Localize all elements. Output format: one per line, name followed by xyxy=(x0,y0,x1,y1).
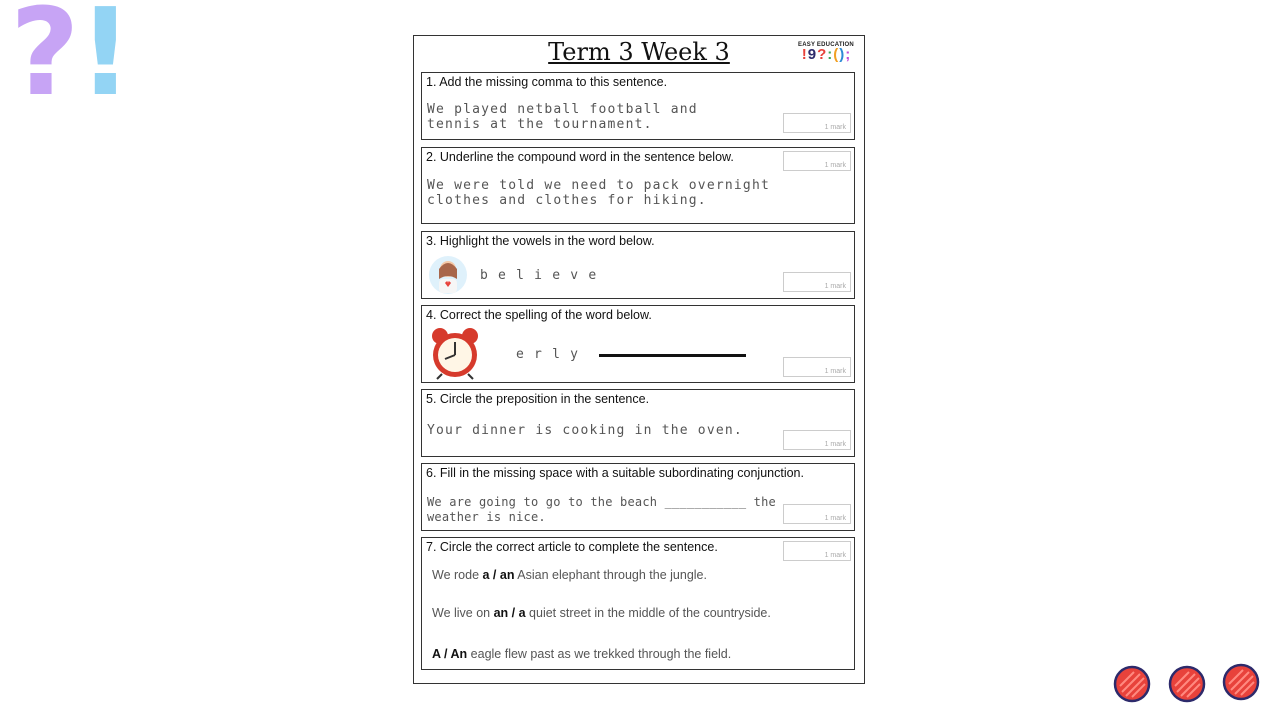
worksheet-title: Term 3 Week 3 xyxy=(548,38,730,66)
question-sentence: We were told we need to pack overnight clothes and clothes for hiking. xyxy=(427,178,771,208)
question-4 xyxy=(421,305,855,383)
question-1 xyxy=(421,72,855,140)
article-text: We rode xyxy=(432,568,483,582)
logo-glyph: ( xyxy=(833,46,839,63)
mark-label: 1 mark xyxy=(824,441,846,448)
article-choice[interactable]: a / an xyxy=(482,568,515,582)
article-text: Asian elephant through the jungle. xyxy=(514,568,707,582)
scribble-circle-icon[interactable] xyxy=(1220,662,1262,702)
logo-glyph: ) xyxy=(839,46,845,63)
answer-line[interactable] xyxy=(599,354,746,357)
question-5 xyxy=(421,389,855,457)
mark-label: 1 mark xyxy=(824,162,846,169)
logo-glyphs xyxy=(798,48,854,62)
logo-glyph: 9 xyxy=(807,46,817,63)
question-prompt: 1. Add the missing comma to this sentence. xyxy=(426,75,668,89)
question-6 xyxy=(421,463,855,531)
question-sentence: We played netball football and tennis at the tournament. xyxy=(427,102,698,132)
mark-label: 1 mark xyxy=(824,124,846,131)
logo-glyph: : xyxy=(827,46,833,63)
question-prompt: 2. Underline the compound word in the sentence below. xyxy=(426,150,734,164)
scribble-circle-icon[interactable] xyxy=(1112,664,1152,704)
mark-box[interactable] xyxy=(783,504,851,524)
mark-box[interactable] xyxy=(783,430,851,450)
question-mark-decoration: ? xyxy=(10,0,80,123)
question-sentence: Your dinner is cooking in the oven. xyxy=(427,423,743,438)
article-text: We live on xyxy=(432,606,494,620)
worksheet xyxy=(413,35,865,684)
question-sentence: We are going to go to the beach ___________ the weather is nice. xyxy=(427,495,776,524)
question-word: b e l i e v e xyxy=(480,268,598,283)
mark-box[interactable] xyxy=(783,272,851,292)
article-choice[interactable]: A / An xyxy=(432,647,468,661)
logo-glyph: ; xyxy=(845,46,851,63)
article-sentence-3 xyxy=(432,647,731,661)
question-prompt: 6. Fill in the missing space with a suitable subordinating conjunction. xyxy=(426,466,804,480)
logo-brand: EASY EDUCATION xyxy=(798,42,854,48)
mark-label: 1 mark xyxy=(824,552,846,559)
article-text: eagle flew past as we trekked through the field. xyxy=(467,647,732,661)
article-sentence-2 xyxy=(432,606,771,620)
easy-education-logo xyxy=(798,42,854,66)
misspelled-word: e r l y xyxy=(516,347,580,362)
question-3 xyxy=(421,231,855,299)
question-prompt: 5. Circle the preposition in the sentence. xyxy=(426,392,650,406)
mark-label: 1 mark xyxy=(824,515,846,522)
question-2 xyxy=(421,147,855,224)
mark-box[interactable] xyxy=(783,113,851,133)
girl-heart-icon xyxy=(426,255,470,295)
article-text: quiet street in the middle of the countryside. xyxy=(525,606,771,620)
question-7 xyxy=(421,537,855,670)
alarm-clock-icon xyxy=(428,326,484,380)
mark-box[interactable] xyxy=(783,357,851,377)
mark-label: 1 mark xyxy=(824,283,846,290)
question-prompt: 3. Highlight the vowels in the word below. xyxy=(426,234,655,248)
article-choice[interactable]: an / a xyxy=(493,606,526,620)
mark-box[interactable] xyxy=(783,151,851,171)
question-prompt: 7. Circle the correct article to complete the sentence. xyxy=(426,540,718,554)
exclamation-mark-decoration: ! xyxy=(78,0,133,123)
mark-label: 1 mark xyxy=(824,368,846,375)
question-prompt: 4. Correct the spelling of the word below. xyxy=(426,308,652,322)
scribble-circle-icon[interactable] xyxy=(1167,664,1207,704)
article-sentence-1 xyxy=(432,568,707,582)
mark-box[interactable] xyxy=(783,541,851,561)
logo-glyph: ! xyxy=(801,46,807,63)
logo-glyph: ? xyxy=(817,46,827,63)
